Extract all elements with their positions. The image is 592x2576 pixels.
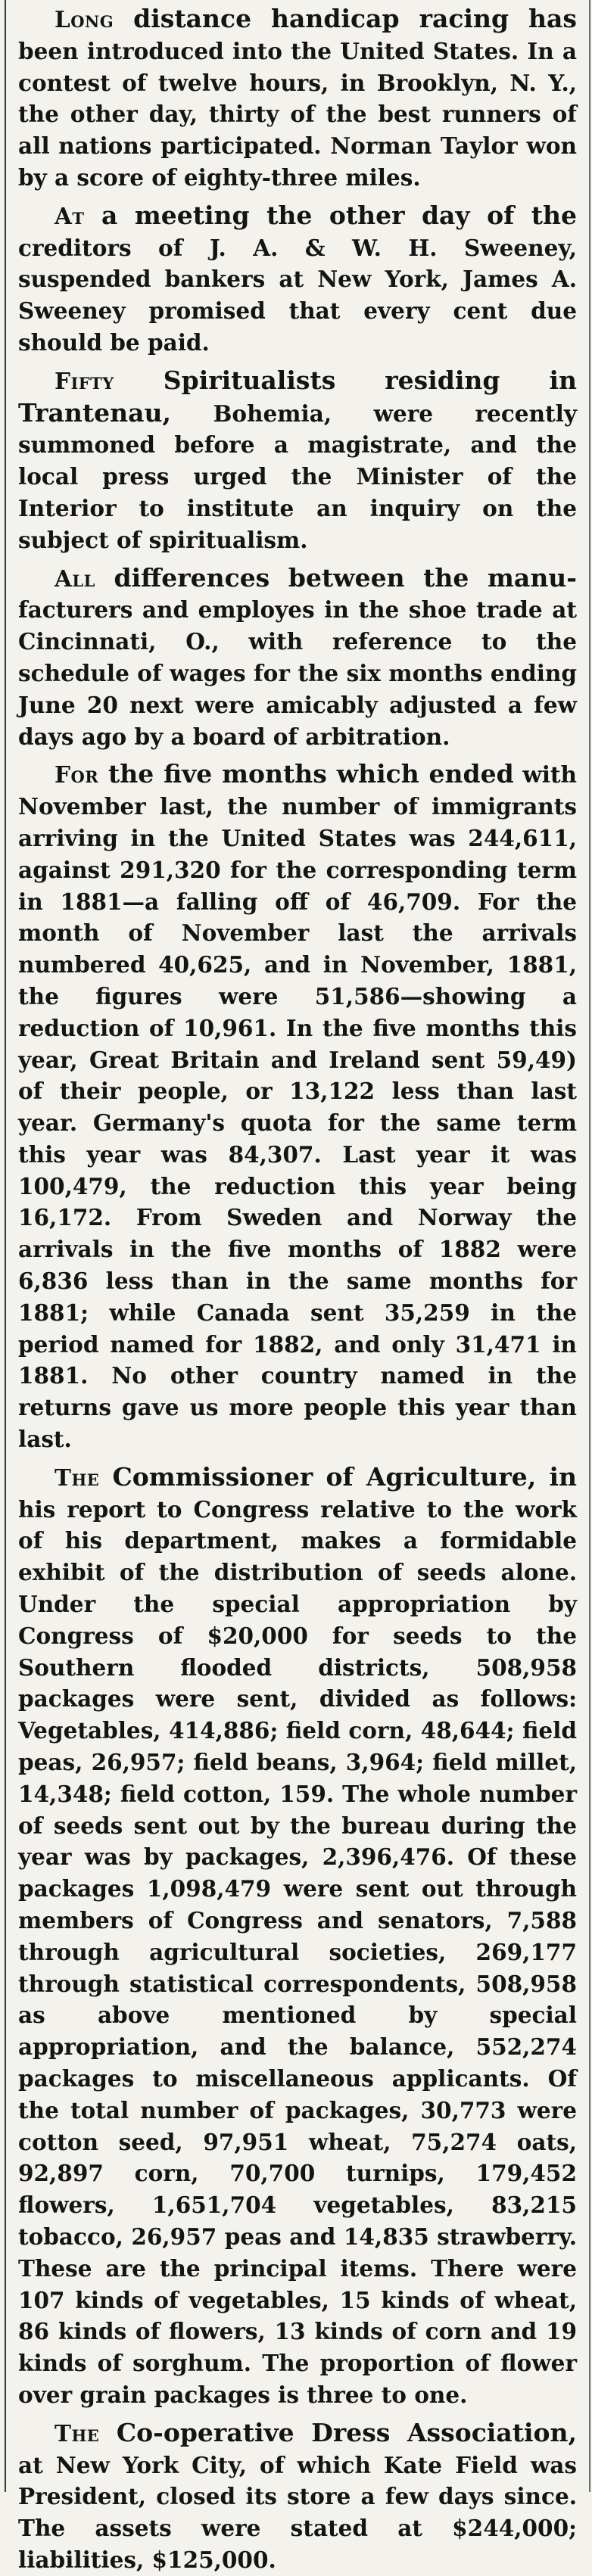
article-shoe-trade-arbitration: [18, 562, 577, 753]
article-dress-association: [18, 2417, 577, 2576]
article-lead-phrase: differences between the manu-: [95, 562, 577, 593]
article-body: creditors of J. A. & W. H. Sweeney, suspended bankers at New York, James A. Sweeney promised that every cent due should be paid.: [18, 234, 577, 356]
article-lead-word: The: [55, 2419, 100, 2447]
column-rule-left: [5, 0, 6, 2492]
article-lead-phrase: the five months which ended: [98, 759, 514, 789]
article-agriculture-seeds: [18, 1461, 577, 2411]
article-body: facturers and employes in the shoe trade at Cincinnati, O., with reference to the schedule of wages for the six months ending June 20 next were amicably adjusted a few days ago by a board of arbitration.: [18, 596, 577, 750]
article-lead-word: All: [55, 565, 95, 592]
article-bohemia-spiritualists: [18, 365, 577, 556]
article-lead-word: The: [55, 1464, 100, 1491]
article-immigration-figures: [18, 758, 577, 1455]
article-lead-word: For: [55, 761, 99, 789]
article-lead-phrase: Co-operative Dress Association,: [99, 2417, 577, 2447]
article-lead-phrase: distance handicap racing has: [114, 4, 577, 33]
article-lead-phrase: a meeting the other day of the: [84, 200, 577, 230]
column-rule-right: [589, 0, 590, 2492]
article-lead-word: At: [55, 202, 85, 229]
article-lead-word: Long: [55, 6, 114, 33]
article-long-distance-racing: [18, 3, 577, 194]
article-body: with November last, the number of immigrants arriving in the United States was 244,611, against 291,320 for the corresponding term in 1881—a falling off of 46,709. For the month of November last the arrivals numbered 40,625, and in November, 1881, the figures were 51,586—showing a reduction of 10,961. In the five months this year, Great Britain and Ireland sent 59,49) of their people, or 13,122 less than last year. Germany's quota for the same term this year was 84,307. Last year it was 100,479, the reduction this year being 16,172. From Sweden and Norway the arrivals in the five months of 1882 were 6,836 less than in the same months for 1881; while Canada sent 35,259 in the period named for 1882, and only 31,471 in 1881. No other country named in the returns gave us more people this year than last.: [18, 761, 578, 1453]
article-body: at New York City, of which Kate Field was President, closed its store a few days since. The assets were stated at $244,000; liabilities, $125,000.: [18, 2451, 577, 2573]
article-body: Bohemia, were recently summoned before a magistrate, and the local press urged the Minister of the Interior to institute an inquiry on the subject of spiritualism.: [18, 400, 577, 553]
article-lead-word: Fifty: [55, 367, 114, 394]
article-sweeney-creditors: [18, 200, 577, 359]
article-body: his report to Congress relative to the work of his department, makes a formidable exhibit of the distribution of seeds alone. Under the special appropriation by Congress of $20,000 for seeds to the Southern flooded districts, 508,958 packages were sent, divided as follows: Vegetables, 414,886; field corn, 48,644; field peas, 26,957; field beans, 3,964; field millet, 14,348; field cotton, 159. The whole number of seeds sent out by the bureau during the year was by packages, 2,396,476. Of these packages 1,098,479 were sent out through members of Congress and senators, 7,588 through agricultural societies, 269,177 through statistical correspondents, 508,958 as above mentioned by special appropriation, and the balance, 552,274 packages to miscellaneous applicants. Of the total number of packages, 30,773 were cotton seed, 97,951 wheat, 75,274 oats, 92,897 corn, 70,700 turnips, 179,452 flowers, 1,651,704 vegetables, 83,215 tobacco, 26,957 peas and 14,835 strawberry. These are the principal items. There were 107 kinds of vegetables, 15 kinds of wheat, 86 kinds of flowers, 13 kinds of corn and 19 kinds of sorghum. The proportion of flower over grain packages is three to one.: [18, 1495, 577, 2408]
article-lead-phrase: Spiritualists residing in Trantenau,: [18, 365, 577, 428]
article-lead-phrase: Commissioner of Agriculture, in: [99, 1461, 577, 1492]
article-body: been introduced into the United States. In a contest of twelve hours, in Brooklyn, N. Y., the other day, thirty of the best runners of all nations participated. Norman Taylor won by a score of eighty-three miles.: [18, 37, 577, 191]
